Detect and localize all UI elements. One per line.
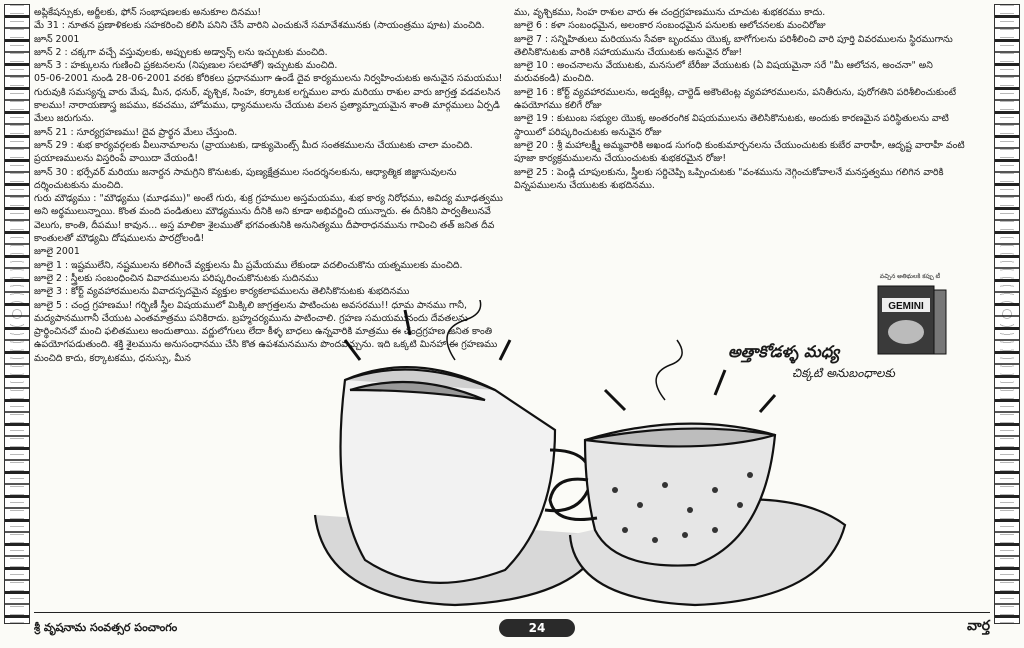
ad-subline: చిక్కటి అనుబంధాలకు (792, 366, 895, 380)
paragraph: జూన్ 21 : సూర్యగ్రహణము! దైవ ప్రార్థన మేలు చేస్తుంది. (34, 126, 238, 138)
paragraph: జూలై 10 : అంచనాలను వేయుటకు, మనసులో బేరీజు వేయుటకు (ఏ విషయమైనా సరే "మీ ఆలోచన, అంచనా" అని మరువకండి) మంచిది. (514, 60, 933, 85)
publication-brand: వార్త (967, 618, 990, 634)
paragraph: జూలై 20 : శ్రీ మహాలక్ష్మీ అమ్మవారికి అఖండ సుగంధి కుంకుమార్చనలను చేయుంచుటకు కుబేర వారాహీ, ఆదృష్ట వారాహీ వంటి పూజా కార్యక్రమములను చేయుంచుటకు శుభకరమైన రోజు! (514, 139, 965, 165)
paragraph: జూన్ 29 : శుభ కార్యవర్గలకు వీలునామాలను (వ్రాయుటకు, డాక్యుమెంట్స్ మీద సంతకములను చేయుటకు చాలా మంచిది. ప్రయాణములను విస్తరింపే వాయిదా వేయండి! (34, 139, 473, 165)
right-text-column (514, 6, 980, 192)
paragraph: జూన్ 2001 (34, 33, 80, 45)
paragraph: జూలై 2 : స్త్రీలకు సంబంధించిన వివాదములను పరిష్కరించుకొనుటకు సుదినము (34, 272, 319, 284)
paragraph: జూలై 19 : కుటుంబ సభ్యుల యొక్క అంతరంగిక విషయములను తెలిసికొనుటకు, అందుకు కారణమైన పరిస్థితులను వాటి స్థాయిలో పరిష్కరించుటకు అనువైన రోజు (514, 113, 949, 138)
paragraph: జూన్ 30 : భర్సేవర్ మరియు జనార్దన సామగ్రిని కొనుటకు, పుణ్యక్షేత్రముల సందర్శనలకును, ఆధ్యాత్మిక జిజ్ఞాసువులను దర్శించుటకును మంచిది. (34, 166, 457, 191)
paragraph: ము, వృశ్చికము, సింహ రాశుల వారు ఈ చంద్రగ్రహణమును చూచుట శుభకరము కాదు. (514, 7, 826, 18)
paragraph: అప్లికేషన్సుకు, అర్జీలకు, ఫోన్ సంభాషణలకు అనుకూల దినము! (34, 7, 262, 18)
pack-brand-text: GEMINI (888, 301, 924, 312)
paragraph: జూన్ 2 : చక్కగా వచ్చే వస్తువులకు, అప్పులకు అడ్వాన్స్ లను ఇచ్చుటకు మంచిది. (34, 46, 328, 58)
paragraph: జూలై 3 : కోర్ట్ వ్యవహారములను వివాదస్పదమైన వ్యక్తుల కార్యకలాపములను తెలిసికొనుటకు శుభదినము (34, 286, 410, 298)
paragraph: గురు మౌఢ్యము : "మౌఢ్యము (మూఢము)" అంటే గురు, శుక్ర గ్రహముల అస్తమయము, శుభ కార్య నిరోధము, అవిద్య మూఢత్వము అని అర్థములున్నాయి. కొంత మంది పండితులు మౌఢ్యమును దీనికి అని కూడా అభివర్ణించి యున్నారు. ఈ దీనికిని పార్వతీలునవే వెలుగు, కాంతి, దీపము! కావున... అస్త మాలికా శైలముతో భగవంతునికి అనునిత్యము దీపారాధనమును గావించి తత్ జనిత దీవ కాంతులతో మౌఢ్యమి దోషములను పారద్రోలండి! (34, 193, 503, 245)
decorative-border-right (994, 4, 1020, 624)
paragraph: జూలై 7 : సన్నిహితులు మరియును సేవకా బృందము యొక్క బాగోగులను పరిశీలించి వారి పూర్తి వివరములను స్థిరముగాను తెలిసికొనుటకు వారికి సహాయమును చేయుటకు అనువైన రోజు! (514, 33, 953, 58)
paragraph: జూలై 2001 (34, 246, 80, 258)
paragraph: జూలై 16 : కోర్ట్ వ్యవహారములను, అడ్వకేట్ల, చార్టెడ్ అకౌంటెంట్ల వ్యవహారములను, పనితీరును, పురోగతిని పరిశీలించుకుంటే ఉపయోగము కలిగే రోజు (514, 86, 957, 112)
paragraph: జూలై 5 : చంద్ర గ్రహణము! గర్భిణీ స్త్రీల విషయములో మిక్కిలి జాగ్రత్తలను పాటించుట అవసరము!! ధూమ పానము గానీ, మద్యపానముగానీ చేయుట ఎంతమాత్రము పనికిరాదు. బ్రహ్మచర్యమును పాటించాలి. గ్రహణ సమయమునందు దేవతలను ప్రార్థించినచో మంచి ఫలితములు అందుతాయి. వర్ణులోగులు లేదా కీళ్ళ బాధలు ఉన్నవారికి మాత్రము ఈ చంద్రగ్రహణ జనిత కాంతి ఉపయోగపడుతుంది. శక్తి శైలమును అనుసంధానము చేసి కొత ఉపశమనమును పొందవచ్చును. ఇది ఒక్కటి మినహా ఈ గ్రహణము మంచిది కాదు, కర్కాటకము, ధనుస్సు, మీన (34, 299, 498, 364)
paragraph: 05-06-2001 నుండి 28-06-2001 వరకు కోరికలు ప్రధానముగా ఉండే దైవ కార్యములను నిర్వహించుటకు అనువైన సమయము! గురువుకి సమస్యన్న వారు మేష, మీన, ధనుర్, వృశ్చిక, సింహ, కర్కాటక లగ్నముల వారు మరియు రాశుల వారు జాగ్రత్త వడవలసిన కాలము! నారాయణాస్త్ర జపము, కవచము, హోమము, ధ్యానములను చేయుట వలన ప్రత్యామ్నాయమైన శాంతి మార్గములు ఏర్పడి మేలు జరుగును. (34, 73, 503, 125)
page-number: 24 (499, 619, 575, 637)
gemini-tea-pack (872, 268, 950, 358)
page-footer (34, 612, 990, 643)
paragraph: జూన్ 3 : హక్కులను గుణించి ప్రకటనలను (నిపుణుల సలహాతో) ఇచ్చుటకు మంచిది. (34, 60, 338, 72)
paragraph: జూలై 25 : పెండ్లి చూపులకును, స్త్రీలకు సర్దిచెప్పి ఒప్పించుటకు "వంశమును నెగ్గించుకోవాలనే మనస్తత్వము గలిగిన వారికి విన్నపములను చేయుటకు శుభదినము. (514, 166, 944, 191)
ad-tagline: అత్తాకోడళ్ళ మధ్య (728, 342, 840, 361)
decorative-border-left (4, 4, 30, 624)
pack-top-text: వచ్చిన అతిథులకి కప్పు టీ (879, 273, 941, 280)
paragraph: జూలై 6 : కళా సంబంధమైన, అలంకార సంబంధమైన పనులకు ఆలోచనలకు మంచిరోజు (514, 20, 826, 32)
paragraph: జూలై 1 : ఇష్టములేని, నష్టములను కలిగించే వ్యక్తులను మీ ప్రమేయము లేకుండా వదలించుకొను యత్నములకు మంచిది. (34, 259, 463, 271)
paragraph: మే 31 : నూతన ప్రణాళికలకు సహకరించి కలిసి పనిని చేసే వారిని ఎంచుకునే సమావేశమునకు (సాయంత్రము పూట) మంచిది. (34, 20, 485, 32)
footer-title: శ్రీ వృషనామ సంవత్సర పంచాంగం (34, 621, 178, 634)
